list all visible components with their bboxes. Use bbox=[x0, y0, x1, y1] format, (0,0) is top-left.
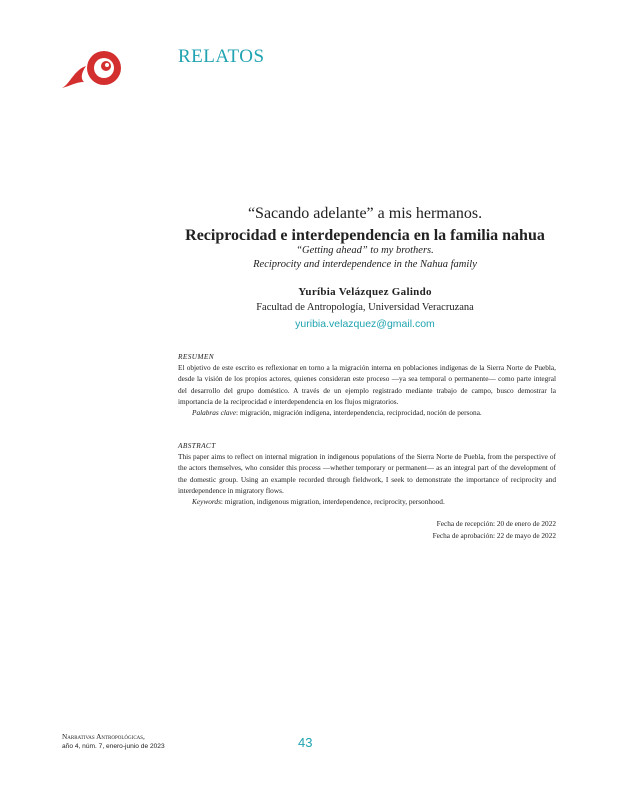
resumen-keywords-label: Palabras clave bbox=[192, 408, 236, 418]
subtitle-line1: “Getting ahead” to my brothers. bbox=[296, 245, 434, 256]
resumen-block bbox=[178, 351, 556, 418]
page-number: 43 bbox=[298, 735, 313, 750]
spiral-logo-icon bbox=[60, 48, 130, 90]
article-title-line1: “Sacando adelante” a mis hermanos. bbox=[247, 205, 483, 222]
article-title-line2: Reciprocidad e interdependencia en la familia nahua bbox=[185, 227, 545, 244]
abstract-heading: ABSTRACT bbox=[178, 441, 216, 450]
abstract-block bbox=[178, 440, 556, 507]
journal-issue: año 4, núm. 7, enero-junio de 2023 bbox=[62, 743, 165, 750]
author-affiliation: Facultad de Antropología, Universidad Veracruzana bbox=[256, 302, 474, 313]
date-received: Fecha de recepción: 20 de enero de 2022 bbox=[436, 519, 556, 528]
abstract-keywords-label: Keywords bbox=[192, 497, 221, 507]
author-email[interactable]: yuribia.velazquez@gmail.com bbox=[295, 318, 435, 330]
date-approved: Fecha de aprobación: 22 de mayo de 2022 bbox=[432, 531, 556, 540]
article-dates bbox=[433, 518, 556, 542]
abstract-text: This paper aims to reflect on internal migration in indigenous populations of the Sierra Norte de Puebla, from the perspective of the actors themselves, who consider this process —whether temporary or permanent— as an integral part of the development of the domestic group. Using an example recorded through fieldwork, I seek to demonstrate the importance of reciprocity and interdependence in migratory flows. bbox=[178, 452, 556, 495]
resumen-heading: RESUMEN bbox=[178, 352, 215, 361]
journal-citation bbox=[62, 732, 165, 752]
resumen-text: El objetivo de este escrito es reflexionar en torno a la migración interna en poblaciones indígenas de la Sierra Norte de Puebla, desde la visión de los propios actores, quienes consideran este proceso —ya sea temporal o permanente— como parte integral del desarrollo del grupo doméstico. A través de un ejemplo registrado mediante trabajo de campo, busco demostrar la importancia de la reciprocidad e interdependencia en los flujos migratorios. bbox=[178, 363, 556, 406]
journal-name: Narrativas Antropológicas, bbox=[62, 732, 145, 741]
section-label: RELATOS bbox=[178, 46, 265, 67]
resumen-keywords-list: : migración, migración indígena, interdependencia, reciprocidad, noción de persona. bbox=[235, 408, 482, 418]
subtitle-line2: Reciprocity and interdependence in the Nahua family bbox=[253, 259, 477, 270]
article-subtitle bbox=[200, 244, 530, 272]
resumen-keywords bbox=[178, 407, 556, 418]
author-name: Yuríbia Velázquez Galindo bbox=[298, 286, 432, 298]
abstract-keywords-list: : migration, indigenous migration, interdependence, reciprocity, personhood. bbox=[220, 497, 445, 507]
abstract-keywords bbox=[178, 496, 556, 507]
